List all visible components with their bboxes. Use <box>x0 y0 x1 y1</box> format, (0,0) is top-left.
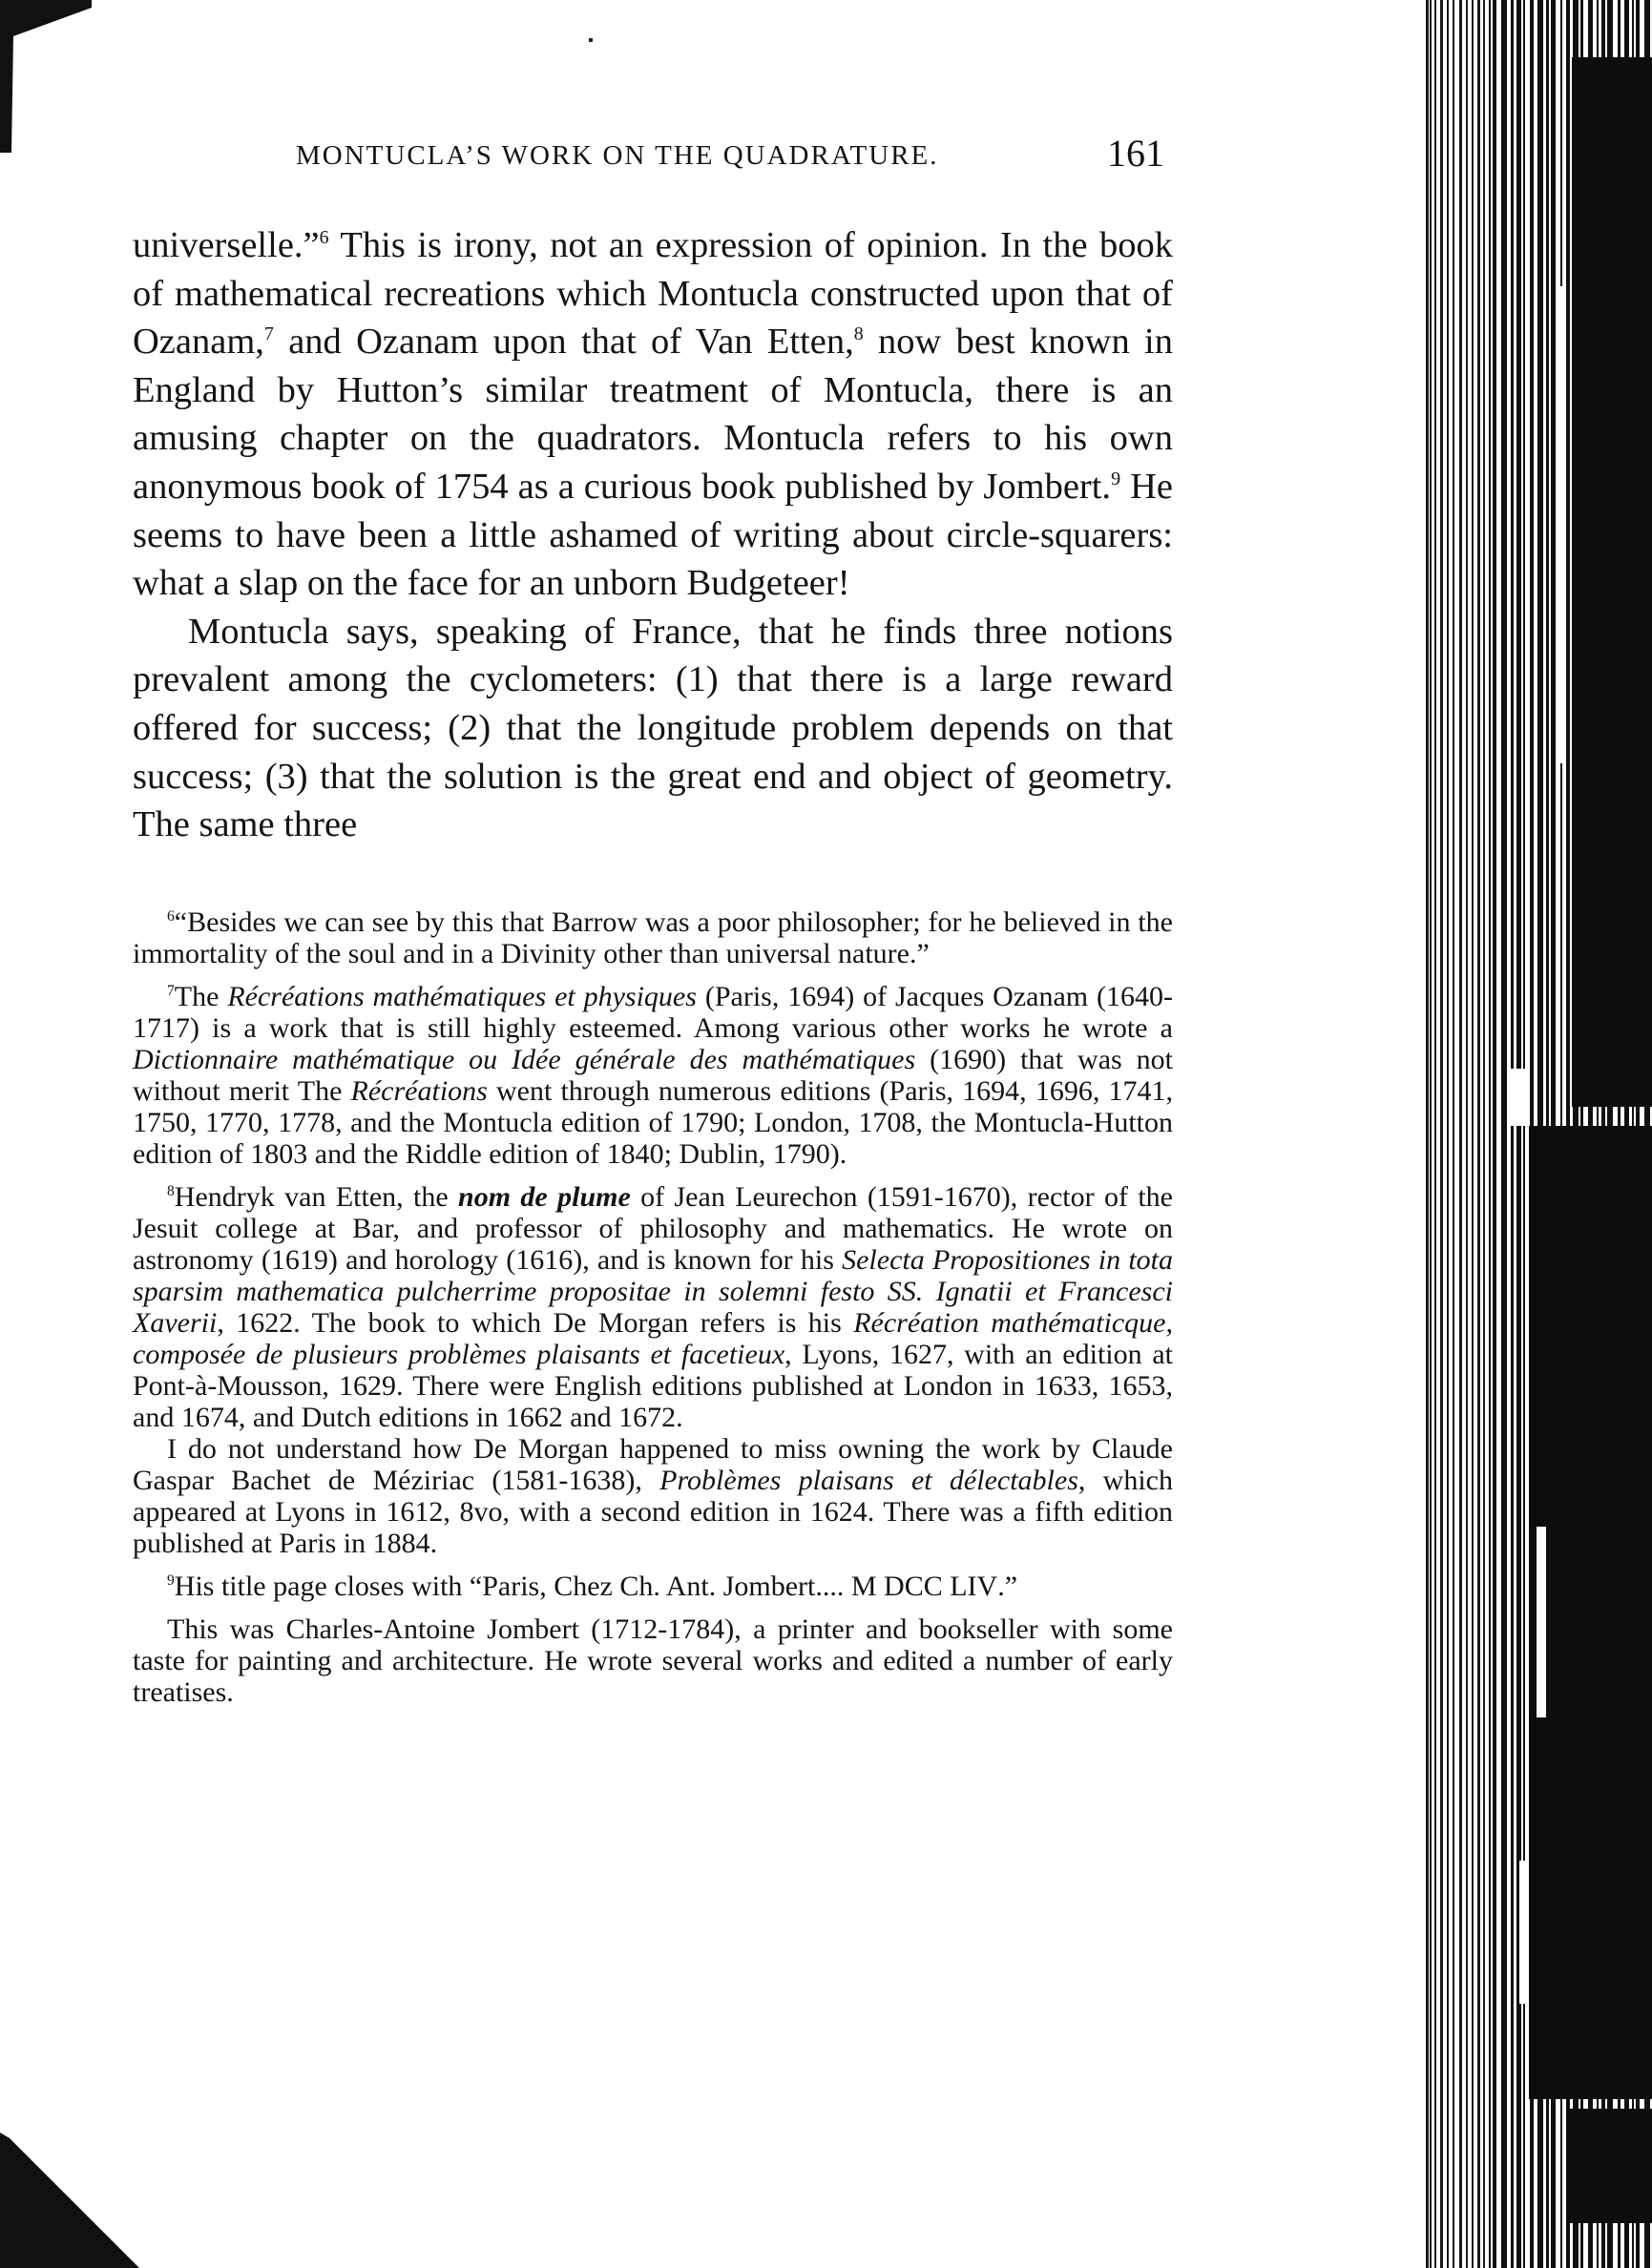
edge-stripe <box>1572 57 1652 1107</box>
footnote-ref-8: 8 <box>853 323 864 345</box>
book-title: Récréations mathématiques et physiques <box>227 981 697 1012</box>
footnote-text: went through numerous editions (Paris, 1694, 1696, 1741, 1750, 1770, 1778, and the Montucla edition of 1790; London, 1708, the Montucla-Hutton edition of 1803 and the Riddle edition of 1840; Dublin, 1790). <box>133 1075 1173 1170</box>
edge-stripe <box>1511 0 1514 2268</box>
book-title: Selecta Propositiones in tota sparsim mathematica pulcherrime propositae in solemni festo SS. Ignatii et Francesci Xaverii <box>133 1244 1173 1339</box>
footnote-text: .” <box>997 1571 1018 1602</box>
footnote-9-continuation: This was Charles-Antoine Jombert (1712-1784), a printer and bookseller with some taste for painting and architecture. He wrote several works and edited a number of early treatises. <box>133 1613 1173 1708</box>
footnote-marker: 7 <box>167 983 175 1000</box>
ink-speck <box>589 38 593 42</box>
edge-stripe <box>1440 0 1443 2268</box>
footnote-text: , Lyons, 1627, with an edition at Pont-à-Mousson, 1629. There were English editions published at London in 1633, 1653, and 1674, and Dutch editions in 1662 and 1672. <box>133 1339 1173 1433</box>
edge-stripe <box>1483 0 1485 2268</box>
edge-stripe <box>1493 0 1496 2268</box>
footnote-text: The <box>174 981 228 1012</box>
footnote-text: , 1622. The book to which De Morgan refers is his <box>217 1307 854 1339</box>
footnote-text: His title page closes with “Paris, Chez Ch. Ant. Jombert.... <box>174 1571 851 1602</box>
edge-stripe <box>1459 0 1462 2268</box>
footnote-text: I do not understand how De Morgan happened to miss owning the work by Claude Gaspar Bachet de Méziriac (1581-1638), <box>133 1433 1173 1496</box>
roman-date: M DCC LIV <box>850 1571 998 1602</box>
footnote-text: of Jean Leurechon (1591-1670), rector of the Jesuit college at Bar, and professor of philosophy and mathematics. He wrote on astronomy (1619) and horology (1616), and is known for his <box>133 1181 1173 1276</box>
edge-stripe <box>1508 1069 1527 1126</box>
book-title: Problèmes plaisans et délectables <box>659 1465 1078 1496</box>
edge-stripe <box>1529 1126 1652 2099</box>
edge-stripe <box>1430 0 1432 2268</box>
body-paragraph-2: Montucla says, speaking of France, that he finds three notions prevalent among the cyclometers: (1) that there is a large reward offered for success; (2) that the longitude problem depends on that success; (3) that the solution is the great end and object of geometry. The same three <box>133 611 1173 845</box>
edge-stripe <box>1501 0 1507 2268</box>
body-text-run: and Ozanam upon that of Van Etten, <box>273 322 854 363</box>
pen-name: nom de plume <box>458 1181 631 1213</box>
footnote-7 <box>133 981 1173 1170</box>
footnote-8 <box>133 1181 1173 1433</box>
edge-stripe <box>1434 0 1436 2268</box>
footnote-text: (1690) that was not without merit The <box>133 1044 1173 1107</box>
footnote-ref-7: 7 <box>263 323 274 345</box>
edge-stripe <box>1466 0 1468 2268</box>
body-text <box>133 221 1173 849</box>
body-text-run: now best known in England by Hutton’s similar treatment of Montucla, there is an amusing chapter on the quadrators. Montucla refers to his own anonymous book of 1754 as a curious book published by Jombert. <box>133 322 1173 507</box>
footnote-marker: 6 <box>167 908 175 926</box>
edge-stripe <box>1477 0 1480 2268</box>
footnote-text: (Paris, 1694) of Jacques Ozanam (1640-1717) is a work that is still highly esteemed. Among various other works he wrote a <box>133 981 1174 1044</box>
bottom-left-corner-mark <box>0 2133 143 2268</box>
page-header <box>286 131 1164 188</box>
edge-stripe <box>1489 0 1491 2268</box>
page-edge-scan-artifact <box>1424 0 1652 2268</box>
edge-stripe <box>1537 1527 1546 1717</box>
edge-stripe <box>1453 0 1454 2268</box>
footnote-text: , which appeared at Lyons in 1612, 8vo, with a second edition in 1624. There was a fifth edition published at Paris in 1884. <box>133 1465 1173 1559</box>
footnote-9 <box>133 1571 1173 1602</box>
footnote-marker: 9 <box>167 1572 175 1590</box>
edge-stripe <box>1558 286 1565 763</box>
body-paragraph-1 <box>133 221 1173 608</box>
book-title: Récréation mathématicque, composée de plusieurs problèmes plaisants et facetieux <box>133 1307 1174 1370</box>
footnote-ref-6: 6 <box>319 227 329 248</box>
footnote-8-continuation <box>133 1433 1173 1559</box>
book-title: Dictionnaire mathématique ou Idée générale des mathématiques <box>133 1044 916 1075</box>
footnotes <box>133 906 1173 1708</box>
edge-stripe <box>1472 0 1474 2268</box>
footnote-6 <box>133 906 1173 969</box>
body-text-run: This is irony, not an expression of opinion. In the book of mathematical recreations which Montucla constructed upon that of Ozanam, <box>133 225 1173 363</box>
page-number: 161 <box>1107 132 1164 175</box>
book-title: Récréations <box>350 1075 488 1107</box>
edge-stripe <box>1447 0 1449 2268</box>
footnote-ref-9: 9 <box>1111 468 1121 489</box>
running-head: MONTUCLA’S WORK ON THE QUADRATURE. <box>296 140 939 171</box>
footnote-text: “Besides we can see by this that Barrow was a poor philosopher; for he believed in the immortality of the soul and in a Divinity other than universal nature.” <box>133 906 1173 969</box>
top-left-corner-mark <box>0 0 95 153</box>
body-text-run: universelle.” <box>133 225 320 265</box>
body-text-run: He seems to have been a little ashamed of writing about circle-squarers: what a slap on the face for an unborn Budgeteer! <box>133 466 1173 604</box>
edge-stripe <box>1567 2109 1652 2223</box>
footnote-text: Hendryk van Etten, the <box>174 1181 459 1213</box>
edge-stripe <box>1426 0 1429 2268</box>
footnote-marker: 8 <box>167 1183 175 1200</box>
edge-stripe <box>1519 1861 1527 2004</box>
